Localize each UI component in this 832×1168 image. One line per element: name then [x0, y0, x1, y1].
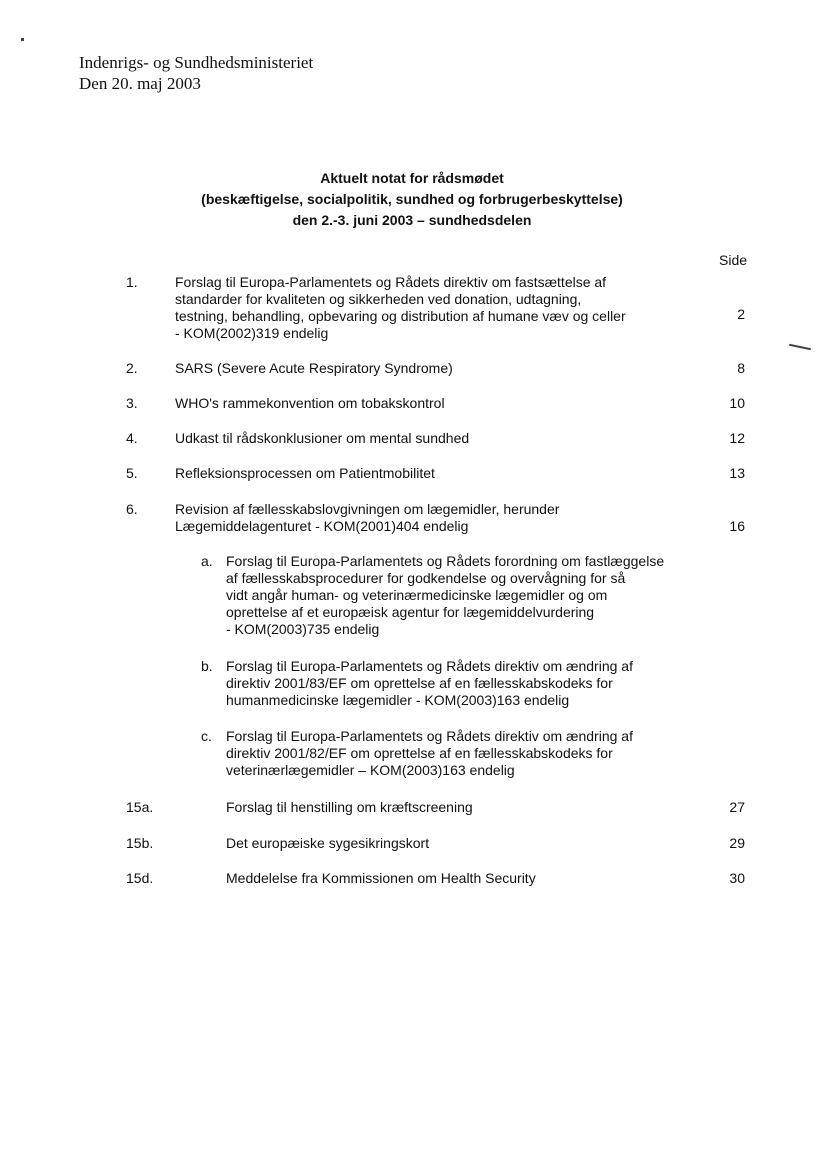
toc-item-text-line: af fællesskabsprocedurer for godkendelse og overvågning for så [226, 570, 626, 586]
ministry-name: Indenrigs- og Sundhedsministeriet [79, 53, 314, 72]
title-line-1: Aktuelt notat for rådsmødet [320, 170, 504, 186]
toc-item-text-line: Udkast til rådskonklusioner om mental sundhed [175, 430, 470, 446]
toc-item-text-line: Forslag til Europa-Parlamentets og Rådets forordning om fastlæggelse [226, 553, 665, 569]
toc-item-number: 15d. [126, 870, 154, 886]
toc-item-number: a. [201, 553, 213, 569]
toc-item-number: 5. [126, 465, 138, 481]
toc-item-number: 4. [126, 430, 138, 446]
toc-item-page-number: 16 [729, 518, 745, 534]
toc-item-text-line: - KOM(2002)319 endelig [175, 325, 329, 341]
toc-item-page-number: 29 [729, 835, 745, 851]
toc-item-text-line: direktiv 2001/83/EF om oprettelse af en fællesskabskodeks for [226, 675, 613, 691]
toc-item-text-line: standarder for kvaliteten og sikkerheden ved donation, udtagning, [175, 291, 582, 307]
toc-item-number: 15a. [126, 799, 154, 815]
toc-item-number: 15b. [126, 835, 154, 851]
toc-item-page-number: 10 [729, 395, 745, 411]
toc-item-text-line: Forslag til henstilling om kræftscreening [226, 799, 473, 815]
toc-item-text-line: Refleksionsprocessen om Patientmobilitet [175, 465, 435, 481]
toc-item-number: 1. [126, 274, 138, 290]
toc-item-text-line: humanmedicinske lægemidler - KOM(2003)163 endelig [226, 692, 570, 708]
toc-item-page-number: 2 [737, 306, 745, 322]
toc-item-text-line: Meddelelse fra Kommissionen om Health Security [226, 870, 536, 886]
toc-item-text-line: Det europæiske sygesikringskort [226, 835, 430, 851]
title-line-2: (beskæftigelse, socialpolitik, sundhed og forbrugerbeskyttelse) [201, 191, 623, 207]
document-date: Den 20. maj 2003 [79, 74, 201, 93]
toc-item-number: b. [201, 658, 213, 674]
scan-smudge [789, 344, 811, 351]
toc-item-text-line: oprettelse af et europæisk agentur for lægemiddelvurdering [226, 604, 595, 620]
toc-item-text-line: WHO's rammekonvention om tobakskontrol [175, 395, 445, 411]
document-header [79, 52, 313, 94]
scan-speck [21, 38, 24, 41]
toc-item-number: 3. [126, 395, 138, 411]
toc-item-text-line: testning, behandling, opbevaring og distribution af humane væv og celler [175, 308, 626, 324]
toc-item-text-line: Lægemiddelagenturet - KOM(2001)404 endelig [175, 518, 469, 534]
toc-item-text-line: SARS (Severe Acute Respiratory Syndrome) [175, 360, 453, 376]
toc-item-text-line: Revision af fællesskabslovgivningen om lægemidler, herunder [175, 501, 560, 517]
toc-item-text-line: Forslag til Europa-Parlamentets og Rådets direktiv om fastsættelse af [175, 274, 607, 290]
page-column-header: Side [719, 252, 748, 268]
toc-item-number: 6. [126, 501, 138, 517]
toc-item-page-number: 30 [729, 870, 745, 886]
document-title [0, 168, 824, 231]
toc-item-number: c. [201, 728, 212, 744]
toc-item-page-number: 8 [737, 360, 745, 376]
toc-item-text-line: Forslag til Europa-Parlamentets og Rådets direktiv om ændring af [226, 728, 633, 744]
toc-item-text-line: - KOM(2003)735 endelig [226, 621, 380, 637]
title-line-3: den 2.-3. juni 2003 – sundhedsdelen [292, 212, 532, 228]
toc-item-text-line: veterinærlægemidler – KOM(2003)163 endelig [226, 762, 515, 778]
toc-item-page-number: 12 [729, 430, 745, 446]
toc-item-text-line: direktiv 2001/82/EF om oprettelse af en fællesskabskodeks for [226, 745, 613, 761]
toc-item-number: 2. [126, 360, 138, 376]
toc-item-page-number: 13 [729, 465, 745, 481]
toc-item-text-line: Forslag til Europa-Parlamentets og Rådets direktiv om ændring af [226, 658, 633, 674]
toc-item-text-line: vidt angår human- og veterinærmedicinske lægemidler og om [226, 587, 608, 603]
toc-item-page-number: 27 [729, 799, 745, 815]
